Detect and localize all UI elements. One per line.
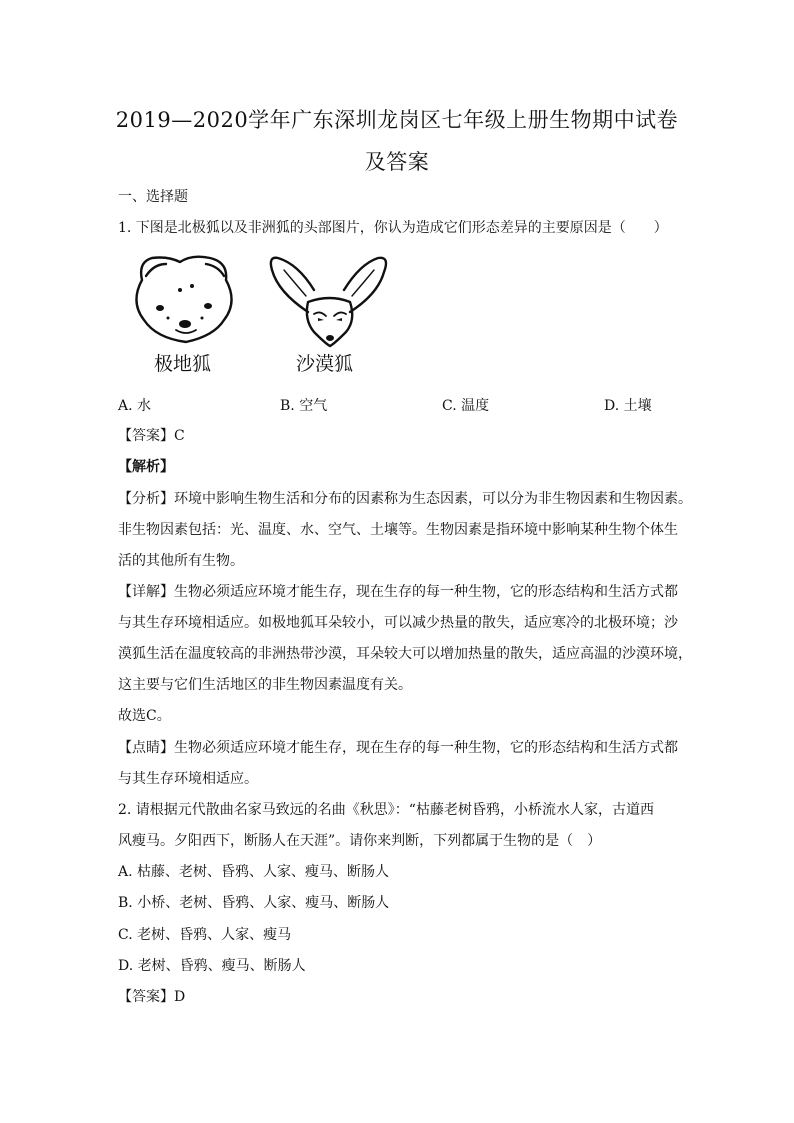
q2-option-c: C. 老树、昏鸦、人家、瘦马: [118, 927, 292, 943]
q2-option-a: A. 枯藤、老树、昏鸦、人家、瘦马、断肠人: [118, 864, 390, 880]
q1-option-c: C. 温度: [442, 398, 490, 414]
q2-answer: 【答案】D: [118, 989, 186, 1005]
question-2-stem: 2. 请根据元代散曲名家马致远的名曲《秋思》：“枯藤老树昏鸦，小桥流水人家，古道西: [118, 802, 654, 818]
q1-answer: 【答案】C: [118, 428, 185, 444]
q1-detail-line: 漠狐生活在温度较高的非洲热带沙漠，耳朵较大可以增加热量的散失，适应高温的沙漠环境，: [118, 646, 692, 662]
q1-option-b: B. 空气: [280, 398, 328, 414]
page-title: 2019—2020学年广东深圳龙岗区七年级上册生物期中试卷: [115, 108, 679, 132]
question-2-stem-continued: 风瘦马。夕阳西下，断肠人在天涯”。请你来判断，下列都属于生物的是（ ）: [118, 833, 602, 849]
desert-fox-drawing: [271, 258, 386, 346]
page-title-continued: 及答案: [364, 150, 430, 174]
q1-choice: 故选C。: [118, 708, 171, 724]
section-heading: 一、选择题: [118, 189, 188, 205]
arctic-fox-features: [156, 284, 212, 328]
desert-fox-label: 沙漠狐: [296, 353, 354, 375]
question-1-stem: 1. 下图是北极狐以及非洲狐的头部图片，你认为造成它们形态差异的主要原因是（ ）: [118, 220, 668, 236]
desert-fox-features: [318, 318, 342, 341]
arctic-fox-label: 极地狐: [154, 353, 212, 375]
q1-analysis-line: 非生物因素包括：光、温度、水、空气、土壤等。生物因素是指环境中影响某种生物个体生: [118, 522, 678, 538]
q2-option-d: D. 老树、昏鸦、瘦马、断肠人: [118, 958, 306, 974]
q1-detail-line: 这主要与它们生活地区的非生物因素温度有关。: [118, 677, 412, 693]
q1-detail-line: 【详解】生物必须适应环境才能生存，现在生存的每一种生物，它的形态结构和生活方式都: [118, 584, 678, 600]
arctic-fox-drawing: [136, 257, 231, 342]
q2-option-b: B. 小桥、老树、昏鸦、人家、瘦马、断肠人: [118, 895, 390, 911]
q1-comment-line: 【点睛】生物必须适应环境才能生存，现在生存的每一种生物，它的形态结构和生活方式都: [118, 740, 678, 756]
q1-detail-line: 与其生存环境相适应。如极地狐耳朵较小，可以减少热量的散失，适应寒冷的北极环境；沙: [118, 615, 678, 631]
q1-analysis-line: 活的其他所有生物。: [118, 553, 244, 569]
q1-analysis-line: 【分析】环境中影响生物生活和分布的因素称为生态因素，可以分为非生物因素和生物因素。: [118, 491, 692, 507]
q1-option-d: D. 土壤: [604, 398, 652, 414]
fox-heads-figure: [128, 250, 398, 378]
q1-comment-line: 与其生存环境相适应。: [118, 771, 258, 787]
q1-option-a: A. 水: [118, 398, 152, 414]
q1-analysis-heading: 【解析】: [118, 459, 174, 475]
